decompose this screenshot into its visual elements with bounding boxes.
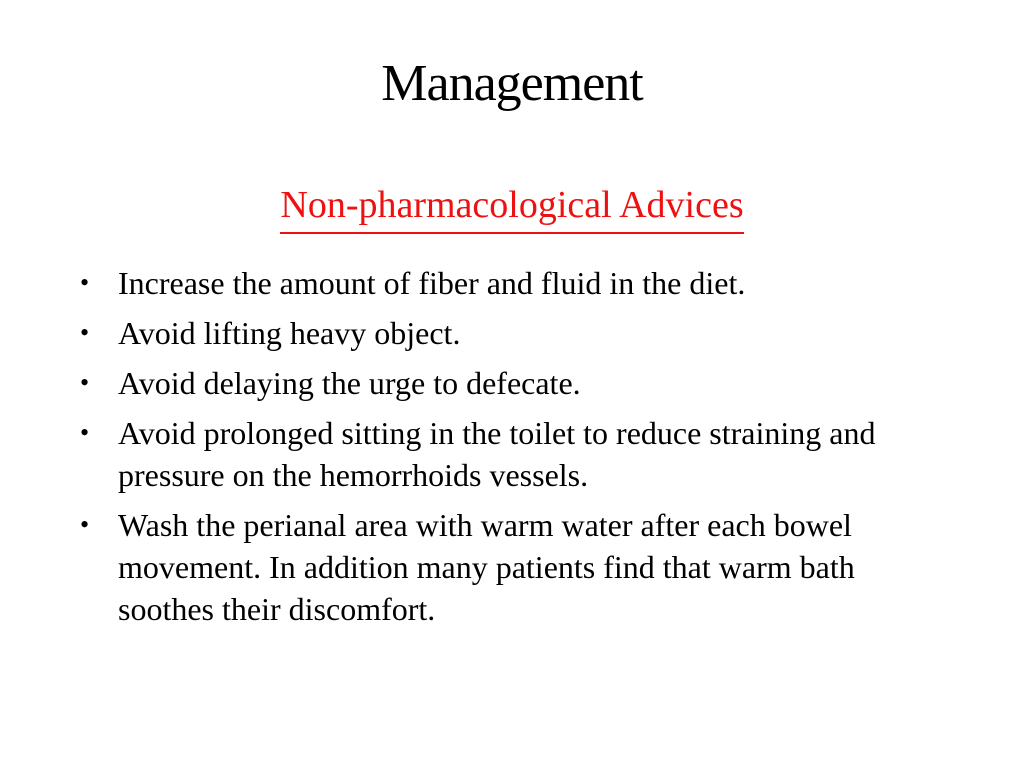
bullet-item (76, 412, 956, 496)
bullet-icon: • (80, 418, 90, 447)
bullet-text: Avoid lifting heavy object. (118, 315, 461, 351)
bullet-icon: • (80, 318, 90, 347)
bullet-item (76, 312, 956, 354)
bullet-list (76, 262, 956, 638)
bullet-icon: • (80, 368, 90, 397)
bullet-text: Wash the perianal area with warm water after each bowel movement. In addition many patients find that warm bath soothes their discomfort. (118, 507, 855, 627)
bullet-text: Increase the amount of fiber and fluid in the diet. (118, 265, 746, 301)
bullet-text: Avoid prolonged sitting in the toilet to reduce straining and pressure on the hemorrhoids vessels. (118, 415, 876, 493)
subtitle-container (0, 182, 1024, 234)
slide-title: Management (381, 55, 643, 112)
bullet-item (76, 262, 956, 304)
bullet-item (76, 504, 956, 630)
bullet-icon: • (80, 510, 90, 539)
bullet-text: Avoid delaying the urge to defecate. (118, 365, 581, 401)
bullet-item (76, 362, 956, 404)
slide-subtitle: Non-pharmacological Advices (280, 182, 743, 234)
bullet-icon: • (80, 268, 90, 297)
